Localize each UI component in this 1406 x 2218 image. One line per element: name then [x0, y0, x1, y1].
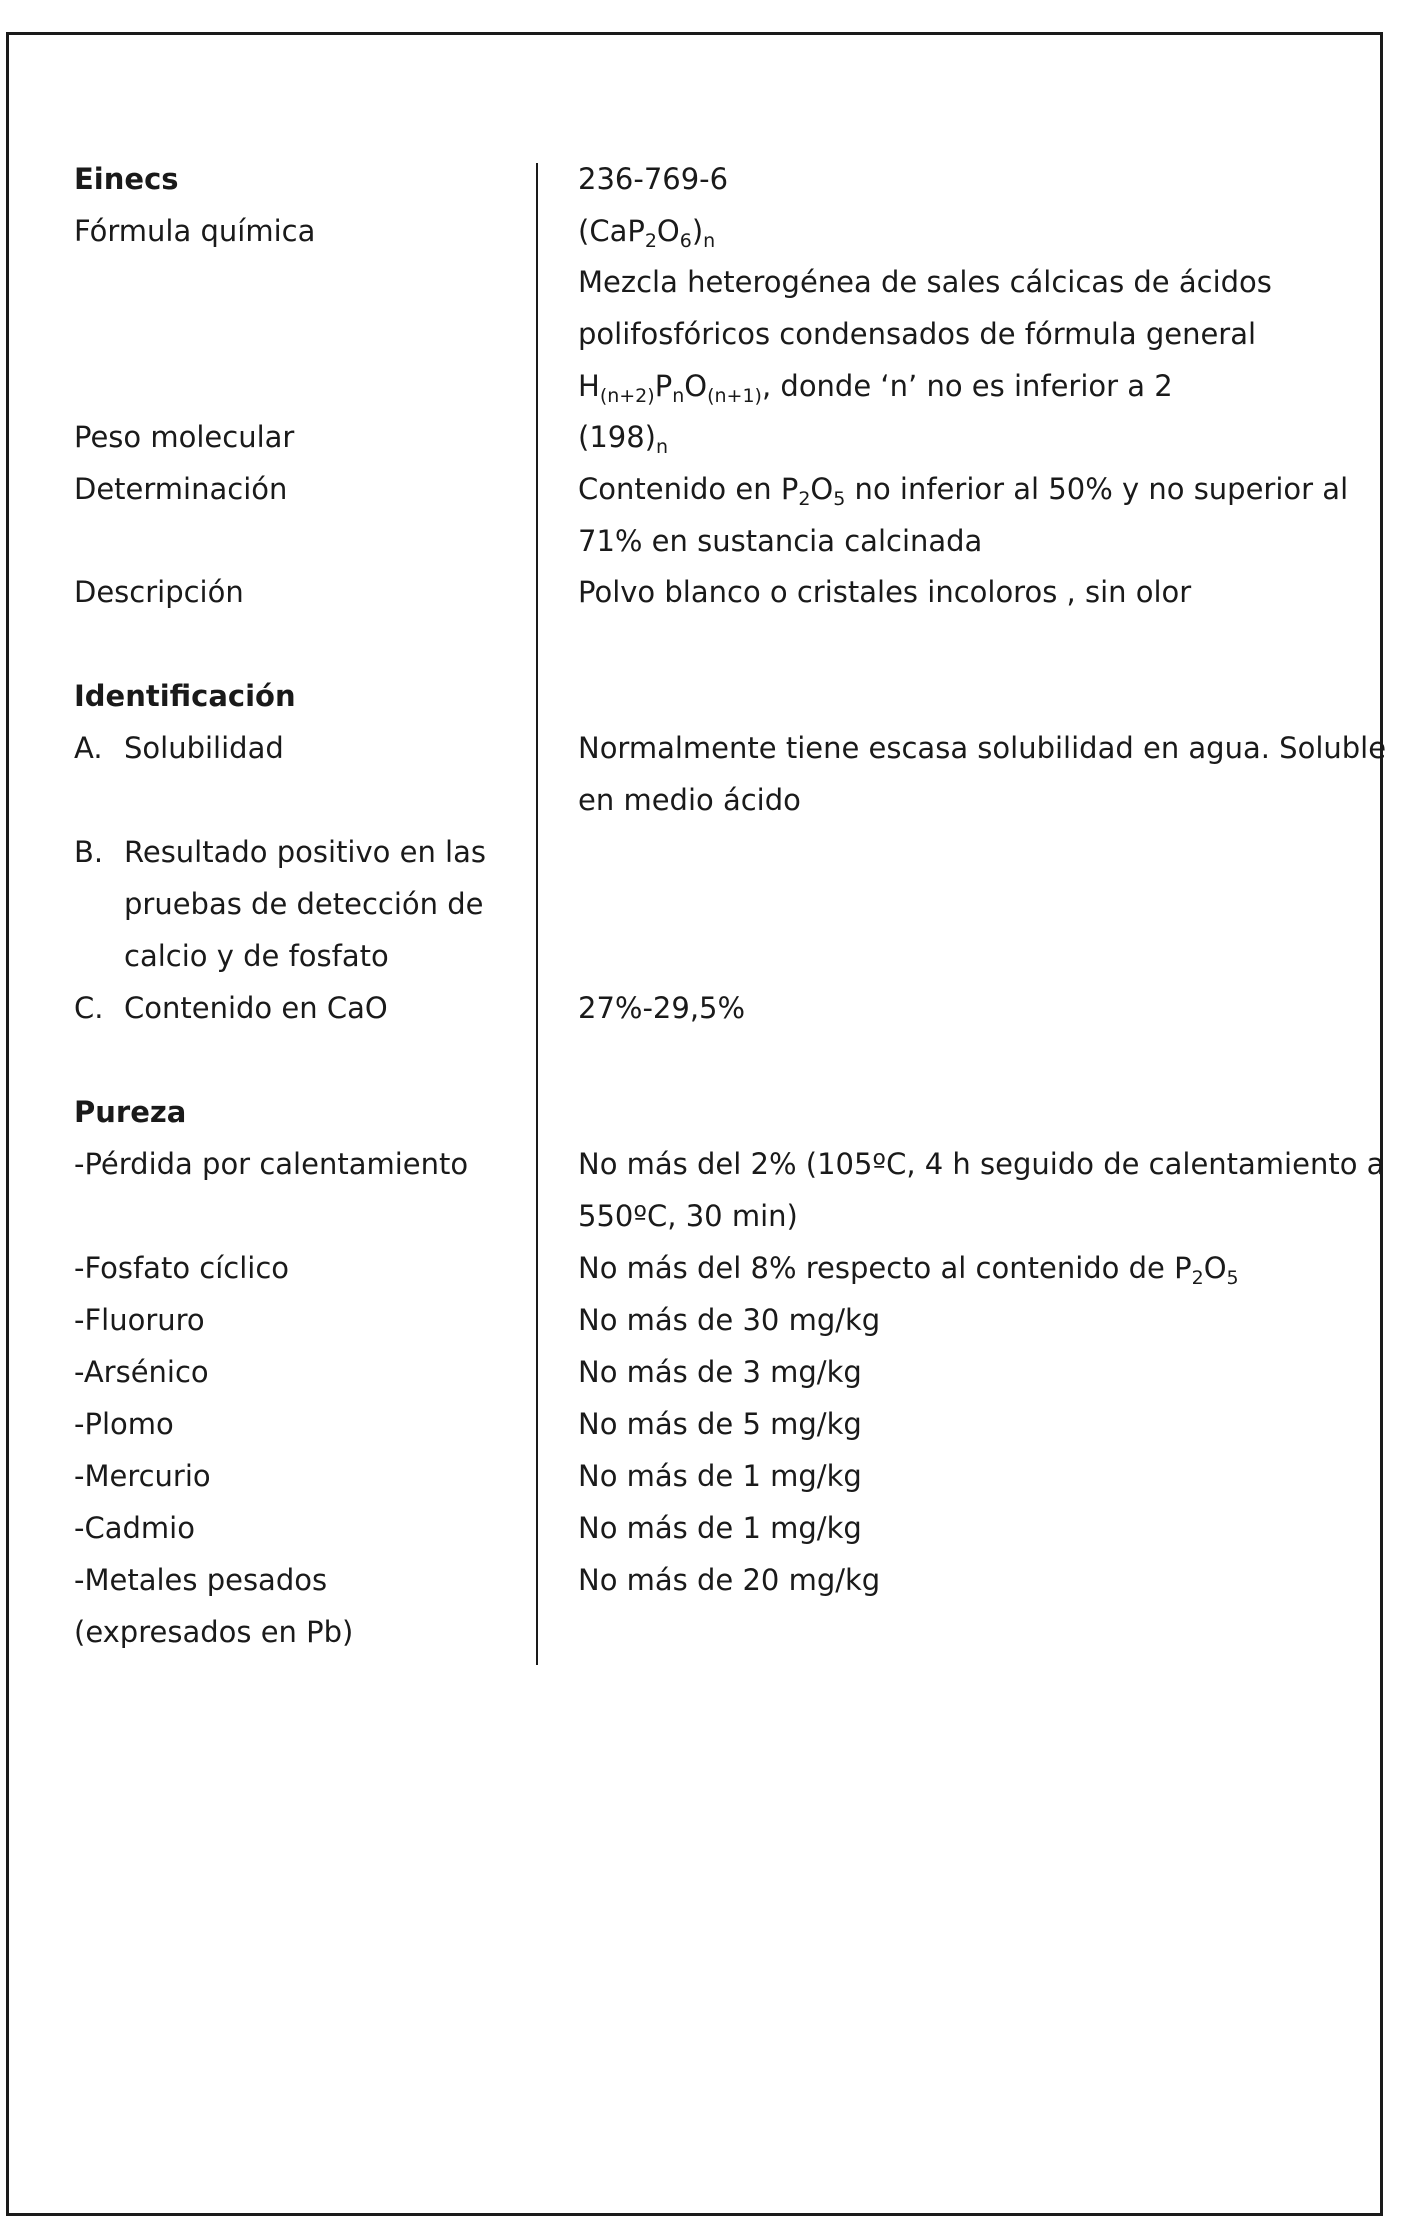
- value-mercurio: No más de 1 mg/kg: [578, 1459, 862, 1493]
- value-descripcion: Polvo blanco o cristales incoloros , sin olor: [578, 575, 1192, 609]
- value-metales-pesados: No más de 20 mg/kg: [578, 1563, 881, 1597]
- label-peso-molecular: Peso molecular: [74, 420, 295, 454]
- value-formula-chemical: $(CaP_2O_6)_n$: [578, 214, 716, 252]
- label-arsenico: -Arsénico: [74, 1355, 209, 1389]
- label-einecs: Einecs: [74, 162, 179, 196]
- label-cadmio: -Cadmio: [74, 1511, 195, 1545]
- value-formula-general: $H_{(n+2)}P_nO_{(n+1)}$, donde ‘n’ no es inferior a 2: [578, 369, 1173, 407]
- value-solubilidad-line2: en medio ácido: [578, 783, 801, 817]
- value-fosfato-ciclico: No más del 8% respecto al contenido de $P_2O_5$: [578, 1251, 1239, 1289]
- value-contenido-cao: 27%-29,5%: [578, 991, 746, 1025]
- item-label: pruebas de detección de: [124, 887, 484, 921]
- value-plomo: No más de 5 mg/kg: [578, 1407, 862, 1441]
- heading-pureza: Pureza: [74, 1095, 187, 1129]
- value-perdida-line2: 550ºC, 30 min): [578, 1199, 798, 1233]
- label-fluoruro: -Fluoruro: [74, 1303, 205, 1337]
- value-peso-molecular: $(198)_n$: [578, 420, 669, 458]
- value-cadmio: No más de 1 mg/kg: [578, 1511, 862, 1545]
- label-metales-pesados-note: (expresados en Pb): [74, 1615, 354, 1649]
- value-formula-desc-line2: polifosfóricos condensados de fórmula general: [578, 317, 1257, 351]
- value-arsenico: No más de 3 mg/kg: [578, 1355, 862, 1389]
- label-determinacion: Determinación: [74, 472, 288, 506]
- value-solubilidad-line1: Normalmente tiene escasa solubilidad en agua. Soluble: [578, 731, 1387, 765]
- value-einecs: 236-769-6: [578, 162, 729, 196]
- heading-identificacion: Identificación: [74, 679, 296, 713]
- item-marker: C.: [74, 991, 104, 1025]
- item-label: Resultado positivo en las: [124, 835, 486, 869]
- value-perdida-line1: No más del 2% (105ºC, 4 h seguido de calentamiento a: [578, 1147, 1385, 1181]
- label-formula: Fórmula química: [74, 214, 316, 248]
- item-label: Solubilidad: [124, 731, 284, 765]
- label-mercurio: -Mercurio: [74, 1459, 211, 1493]
- label-metales-pesados: -Metales pesados: [74, 1563, 328, 1597]
- value-determinacion-line2: 71% en sustancia calcinada: [578, 524, 983, 558]
- label-perdida: -Pérdida por calentamiento: [74, 1147, 469, 1181]
- label-fosfato-ciclico: -Fosfato cíclico: [74, 1251, 290, 1285]
- column-divider: [536, 163, 538, 1665]
- value-fluoruro: No más de 30 mg/kg: [578, 1303, 881, 1337]
- item-marker: B.: [74, 835, 104, 869]
- value-formula-desc-line1: Mezcla heterogénea de sales cálcicas de ácidos: [578, 265, 1272, 299]
- label-descripcion: Descripción: [74, 575, 244, 609]
- item-marker: A.: [74, 731, 103, 765]
- label-plomo: -Plomo: [74, 1407, 174, 1441]
- item-label: Contenido en CaO: [124, 991, 388, 1025]
- item-label: calcio y de fosfato: [124, 939, 389, 973]
- value-determinacion-line1: Contenido en $P_2O_5$ no inferior al 50% y no superior al: [578, 472, 1349, 510]
